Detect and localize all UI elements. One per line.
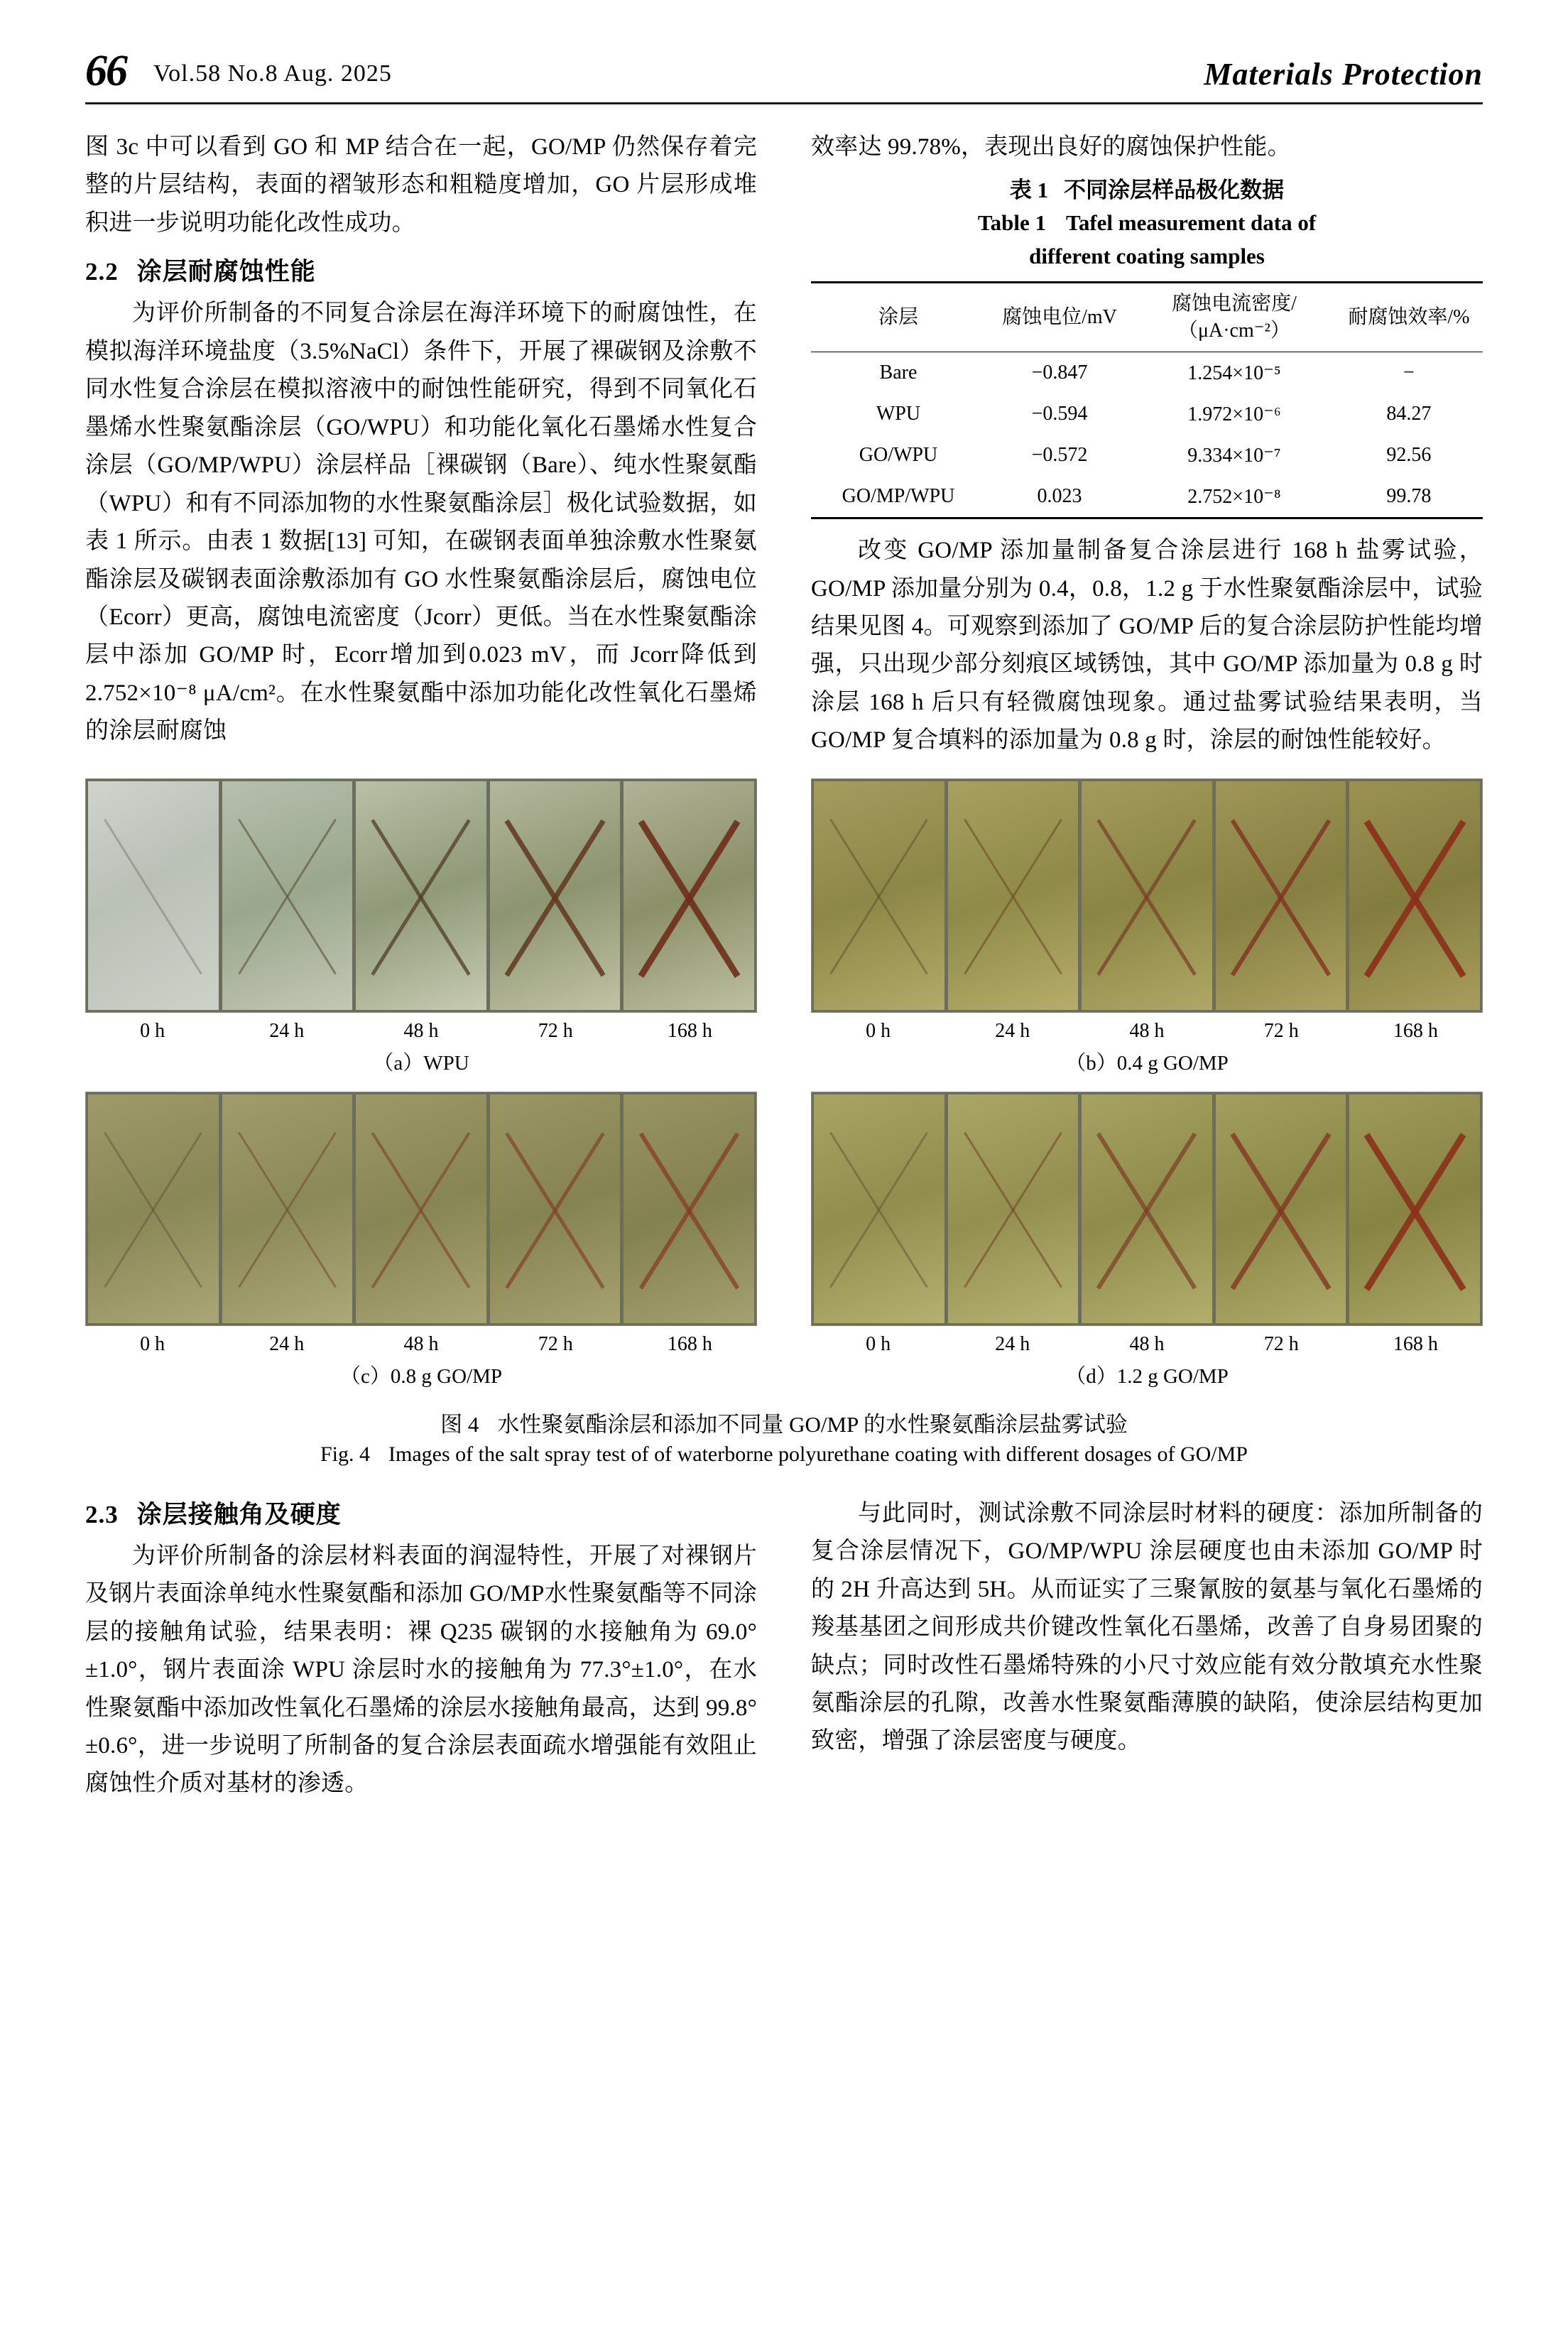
- time-label: 168 h: [1393, 1332, 1438, 1355]
- left-column: [85, 129, 757, 763]
- bottom-left-column: [85, 1485, 757, 1806]
- figure-row-bottom: [85, 1092, 1483, 1389]
- sample-image: [88, 781, 219, 1010]
- cell-coating: WPU: [876, 403, 921, 425]
- cell-efficiency: 92.56: [1386, 444, 1432, 467]
- panel-caption-c: （c）0.8 g GO/MP: [340, 1364, 502, 1388]
- time-label: 48 h: [1129, 1019, 1165, 1042]
- cell-potential: 0.023: [1037, 485, 1082, 508]
- table-row: [811, 476, 1483, 518]
- cell-current-density: 1.254×10⁻⁵: [1187, 362, 1281, 385]
- right-column: [811, 129, 1483, 763]
- cell-coating: GO/WPU: [859, 444, 938, 467]
- section-title: 涂层接触角及硬度: [136, 1500, 342, 1528]
- figure-panel-d: [811, 1092, 1483, 1389]
- time-label: 24 h: [269, 1332, 305, 1355]
- time-label: 48 h: [403, 1332, 439, 1355]
- section-heading-2-2: [85, 252, 757, 288]
- sample-image: [948, 1094, 1079, 1323]
- tafel-data-table: [811, 281, 1483, 519]
- time-labels-b: [811, 1020, 1483, 1043]
- panel-caption-b: （b）0.4 g GO/MP: [1065, 1051, 1229, 1075]
- sample-image: [624, 1094, 754, 1323]
- time-label: 72 h: [538, 1019, 573, 1042]
- image-strip-d: [811, 1092, 1483, 1326]
- table-label-cn: 表 1: [1009, 178, 1049, 203]
- sample-image: [356, 781, 486, 1010]
- time-label: 0 h: [866, 1332, 891, 1355]
- header-left: [85, 42, 392, 95]
- sample-image: [1349, 1094, 1480, 1323]
- figure-title-cn: 水性聚氨酯涂层和添加不同量 GO/MP 的水性聚氨酯涂层盐雾试验: [497, 1411, 1128, 1437]
- time-label: 24 h: [995, 1019, 1030, 1042]
- panel-caption-a: （a）WPU: [373, 1051, 469, 1075]
- cell-efficiency: −: [1403, 362, 1415, 384]
- cell-coating: Bare: [879, 362, 918, 384]
- section-heading-2-3: [85, 1495, 757, 1531]
- left-paragraph-1: 图 3c 中可以看到 GO 和 MP 结合在一起，GO/MP 仍然保存着完整的片层结构，表面的褶皱形态和粗糙度增加，GO 片层形成堆积进一步说明功能化改性成功。: [85, 134, 757, 236]
- figure-caption-cn: [85, 1406, 1483, 1438]
- time-label: 48 h: [403, 1019, 439, 1042]
- time-labels-d: [811, 1333, 1483, 1356]
- table-head: [811, 283, 1483, 352]
- image-strip-b: [811, 778, 1483, 1013]
- image-strip-a: [85, 778, 757, 1013]
- cell-efficiency: 84.27: [1386, 403, 1432, 425]
- sample-image: [948, 781, 1079, 1010]
- sample-image: [1216, 1094, 1346, 1323]
- left-paragraph-2: 为评价所制备的不同复合涂层在海洋环境下的耐腐蚀性，在模拟海洋环境盐度（3.5%NaCl）条件下，开展了裸碳钢及涂敷不同水性复合涂层在模拟溶液中的耐蚀性能研究，得到不同氧化石墨烯水性聚氨酯涂层（GO/WPU）和功能化氧化石墨烯水性复合涂层（GO/MP/WPU）涂层样品［裸碳钢（Bare）、纯水性聚氨酯（WPU）和有不同添加物的水性聚氨酯涂层］极化试验数据，如表 1 所示。由表 1 数据[13] 可知，在碳钢表面单独涂敷水性聚氨酯涂层及碳钢表面涂敷添加有 GO 水性聚氨酯涂层后，腐蚀电位（Ecorr）更高，腐蚀电流密度（Jcorr）更低。当在水性聚氨酯涂层中添加 GO/MP 时，Ecorr增加到0.023 mV，而 Jcorr降低到 2.752×10⁻⁸ μA/cm²。在水性聚氨酯中添加功能化改性氧化石墨烯的涂层耐腐蚀: [85, 300, 757, 744]
- sample-image: [1082, 1094, 1212, 1323]
- bottom-left-paragraph: 为评价所制备的涂层材料表面的润湿特性，开展了对裸钢片及钢片表面涂单纯水性聚氨酯和添加 GO/MP水性聚氨酯等不同涂层的接触角试验，结果表明：裸 Q235 碳钢的水接触角为 69.0°±1.0°，钢片表面涂 WPU 涂层时水的接触角为 77.3°±1.0°，在水性聚氨酯中添加改性氧化石墨烯的涂层水接触角最高，达到 99.8°±0.6°，进一步说明了所制备的复合涂层表面疏水增强能有效阻止腐蚀性介质对基材的渗透。: [85, 1543, 757, 1797]
- time-label: 48 h: [1129, 1332, 1165, 1355]
- table-title-cn: 不同涂层样品极化数据: [1064, 178, 1285, 203]
- cell-potential: −0.572: [1031, 444, 1088, 467]
- section-title: 涂层耐腐蚀性能: [136, 258, 316, 286]
- figure-panel-a: [85, 778, 757, 1076]
- sample-image: [814, 781, 944, 1010]
- time-label: 168 h: [1393, 1019, 1438, 1042]
- page-number: 66: [85, 47, 126, 95]
- time-label: 72 h: [1263, 1019, 1299, 1042]
- bottom-right-paragraph: 与此同时，测试涂敷不同涂层时材料的硬度：添加所制备的复合涂层情况下，GO/MP/WPU 涂层硬度也由未添加 GO/MP 时的 2H 升高达到 5H。从而证实了三聚氰胺的氨基与氧化石墨烯的羧基基团之间形成共价键改性氧化石墨烯，改善了自身易团聚的缺点；同时改性石墨烯特殊的小尺寸效应能有效分散填充水性聚氨酯涂层的孔隙，改善水性聚氨酯薄膜的缺陷，使涂层结构更加致密，增强了涂层密度与硬度。: [811, 1500, 1483, 1754]
- volume-info: Vol.58 No.8 Aug. 2025: [153, 60, 392, 87]
- sample-image: [222, 1094, 353, 1323]
- table-title-en-line2: different coating samples: [1029, 243, 1265, 268]
- table-title-en-line1: Tafel measurement data of: [1066, 210, 1317, 236]
- figure-label-en: Fig. 4: [320, 1442, 371, 1466]
- figure-4: [85, 778, 1483, 1467]
- sample-image: [624, 781, 754, 1010]
- table-row: [811, 393, 1483, 435]
- cell-potential: −0.594: [1031, 403, 1088, 425]
- sample-image: [88, 1094, 219, 1323]
- time-label: 168 h: [667, 1019, 712, 1042]
- scratch-line-icon: [104, 818, 202, 974]
- table-row: [811, 352, 1483, 394]
- time-label: 24 h: [995, 1332, 1030, 1355]
- cell-efficiency: 99.78: [1386, 485, 1432, 508]
- figure-panel-b: [811, 778, 1483, 1076]
- sample-image: [490, 781, 621, 1010]
- page-header: [85, 0, 1483, 104]
- bottom-columns: [85, 1485, 1483, 1806]
- section-number: 2.3: [85, 1500, 119, 1528]
- time-label: 168 h: [667, 1332, 712, 1355]
- sample-image: [814, 1094, 944, 1323]
- cell-current-density: 9.334×10⁻⁷: [1187, 445, 1281, 467]
- cell-coating: GO/MP/WPU: [842, 485, 955, 508]
- table-caption-en: [811, 207, 1483, 273]
- image-strip-c: [85, 1092, 757, 1326]
- table-body: [811, 352, 1483, 518]
- cell-current-density: 2.752×10⁻⁸: [1187, 486, 1281, 509]
- journal-title: Materials Protection: [1204, 57, 1483, 92]
- time-label: 0 h: [140, 1332, 165, 1355]
- sample-image: [1082, 781, 1212, 1010]
- right-paragraph-2: 改变 GO/MP 添加量制备复合涂层进行 168 h 盐雾试验，GO/MP 添加量分别为 0.4，0.8，1.2 g 于水性聚氨酯涂层中，试验结果见图 4。可观察到添加了 GO/MP 后的复合涂层防护性能均增强，只出现少部分刻痕区域锈蚀，其中 GO/MP 添加量为 0.8 g 时涂层 168 h 后只有轻微腐蚀现象。通过盐雾试验结果表明，当 GO/MP 复合填料的添加量为 0.8 g 时，涂层的耐蚀性能较好。: [811, 538, 1483, 754]
- sample-image: [490, 1094, 621, 1323]
- figure-label-cn: 图 4: [440, 1411, 479, 1437]
- panel-caption-d: （d）1.2 g GO/MP: [1065, 1364, 1229, 1388]
- table-header-coating: 涂层: [878, 306, 918, 329]
- figure-row-top: [85, 778, 1483, 1076]
- cell-current-density: 1.972×10⁻⁶: [1187, 403, 1281, 426]
- time-labels-a: [85, 1020, 757, 1043]
- time-label: 24 h: [269, 1019, 305, 1042]
- table-row: [811, 435, 1483, 476]
- table-header-potential: 腐蚀电位/mV: [1002, 306, 1117, 329]
- time-label: 72 h: [1263, 1332, 1299, 1355]
- table-header-efficiency: 耐腐蚀效率/%: [1348, 306, 1470, 329]
- sample-image: [1349, 781, 1480, 1010]
- table-header-current-density: 腐蚀电流密度/（μA·cm⁻²）: [1172, 293, 1297, 342]
- figure-panel-c: [85, 1092, 757, 1389]
- time-label: 0 h: [140, 1019, 165, 1042]
- cell-potential: −0.847: [1031, 362, 1088, 384]
- sample-image: [222, 781, 353, 1010]
- table-caption-cn: [811, 172, 1483, 204]
- section-number: 2.2: [85, 258, 119, 286]
- figure-title-en: Images of the salt spray test of of waterborne polyurethane coating with different dosages of GO/MP: [388, 1442, 1248, 1466]
- sample-image: [356, 1094, 486, 1323]
- sample-image: [1216, 781, 1346, 1010]
- time-label: 0 h: [866, 1019, 891, 1042]
- time-label: 72 h: [538, 1332, 573, 1355]
- bottom-right-column: [811, 1485, 1483, 1806]
- table-label-en: Table 1: [977, 210, 1047, 236]
- right-paragraph-1: 效率达 99.78%，表现出良好的腐蚀保护性能。: [811, 134, 1291, 160]
- time-labels-c: [85, 1333, 757, 1356]
- top-columns: [85, 129, 1483, 763]
- figure-caption-en: [85, 1442, 1483, 1467]
- table-header-row: [811, 283, 1483, 352]
